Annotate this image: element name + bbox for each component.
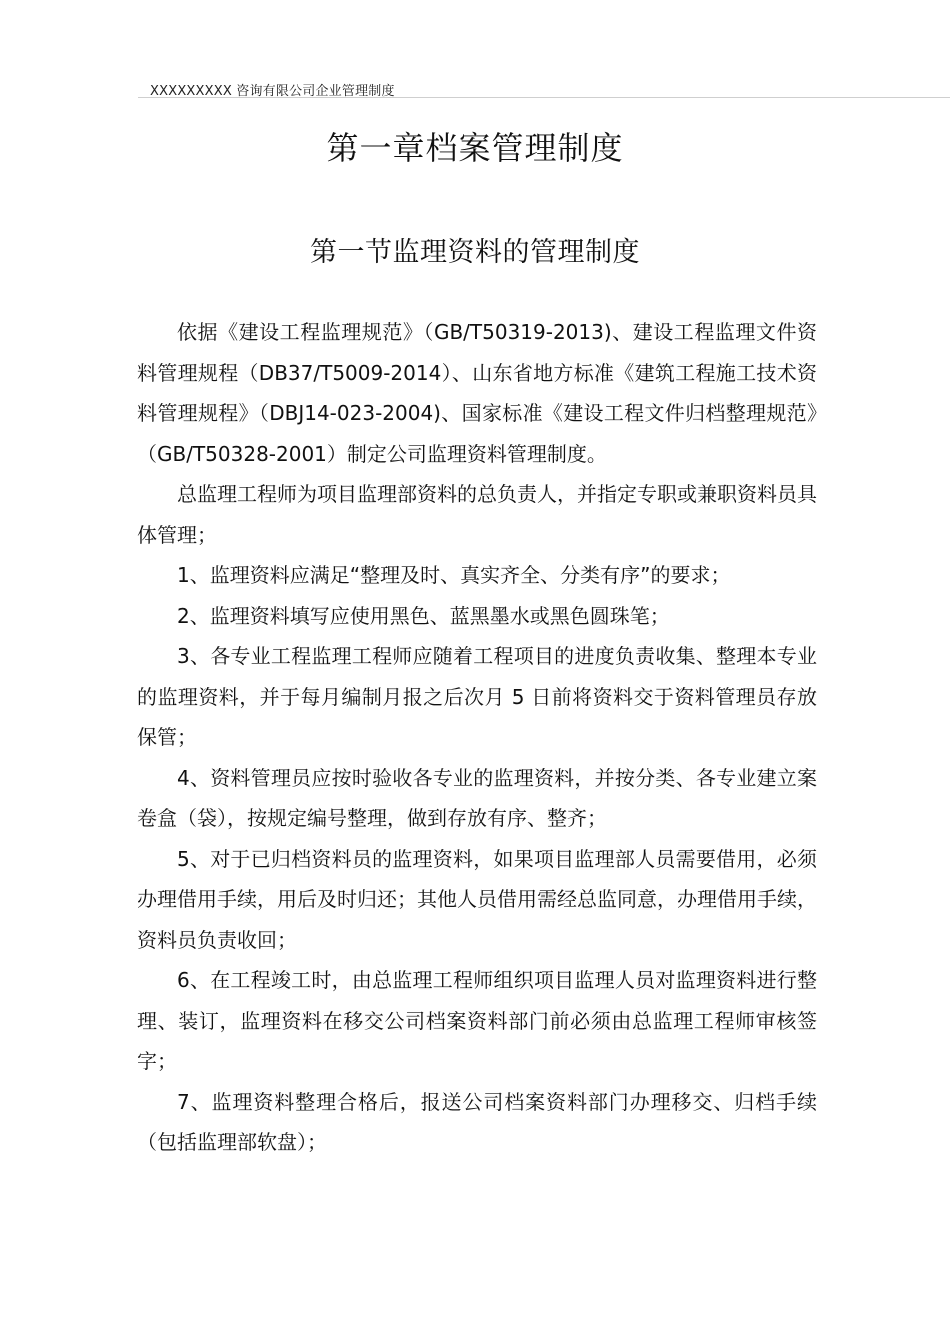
- paragraph-item-5: 5、对于已归档资料员的监理资料，如果项目监理部人员需要借用，必须办理借用手续，用后及时归还；其他人员借用需经总监同意，办理借用手续，资料员负责收回；: [137, 846, 817, 952]
- paragraph-item-4: 4、资料管理员应按时验收各专业的监理资料，并按分类、各专业建立案卷盒（袋），按规定编号整理，做到存放有序、整齐；: [137, 765, 817, 830]
- document-body: [137, 312, 817, 1163]
- paragraph-item-3: 3、各专业工程监理工程师应随着工程项目的进度负责收集、整理本专业的监理资料，并于每月编制月报之后次月 5 日前将资料交于资料管理员存放保管；: [137, 644, 817, 749]
- paragraph-responsibility: 总监理工程师为项目监理部资料的总负责人，并指定专职或兼职资料员具体管理；: [137, 482, 817, 547]
- paragraph-item-2: 2、监理资料填写应使用黑色、蓝黑墨水或黑色圆珠笔；: [177, 603, 670, 628]
- paragraph-basis: 依据《建设工程监理规范》（GB/T50319-2013)、建设工程监理文件资料管理规程（DB37/T5009-2014）、山东省地方标准《建筑工程施工技术资料管理规程》（DBJ14-023-2004)、国家标准《建设工程文件归档整理规范》（GB/T50328-2001）制定公司监理资料管理制度。: [137, 320, 817, 466]
- chapter-title: 第一章档案管理制度: [326, 129, 624, 168]
- section-title: 第一节监理资料的管理制度: [310, 237, 640, 269]
- paragraph-item-1: 1、监理资料应满足“整理及时、真实齐全、分类有序”的要求；: [177, 563, 731, 587]
- paragraph-item-7: 7、监理资料整理合格后，报送公司档案资料部门办理移交、归档手续（包括监理部软盘）；: [137, 1089, 817, 1154]
- header-divider: [138, 97, 950, 98]
- page-header-text: XXXXXXXXX 咨询有限公司企业管理制度: [150, 84, 395, 99]
- paragraph-item-6: 6、在工程竣工时，由总监理工程师组织项目监理人员对监理资料进行整理、装订，监理资料在移交公司档案资料部门前必须由总监理工程师审核签字；: [137, 968, 817, 1073]
